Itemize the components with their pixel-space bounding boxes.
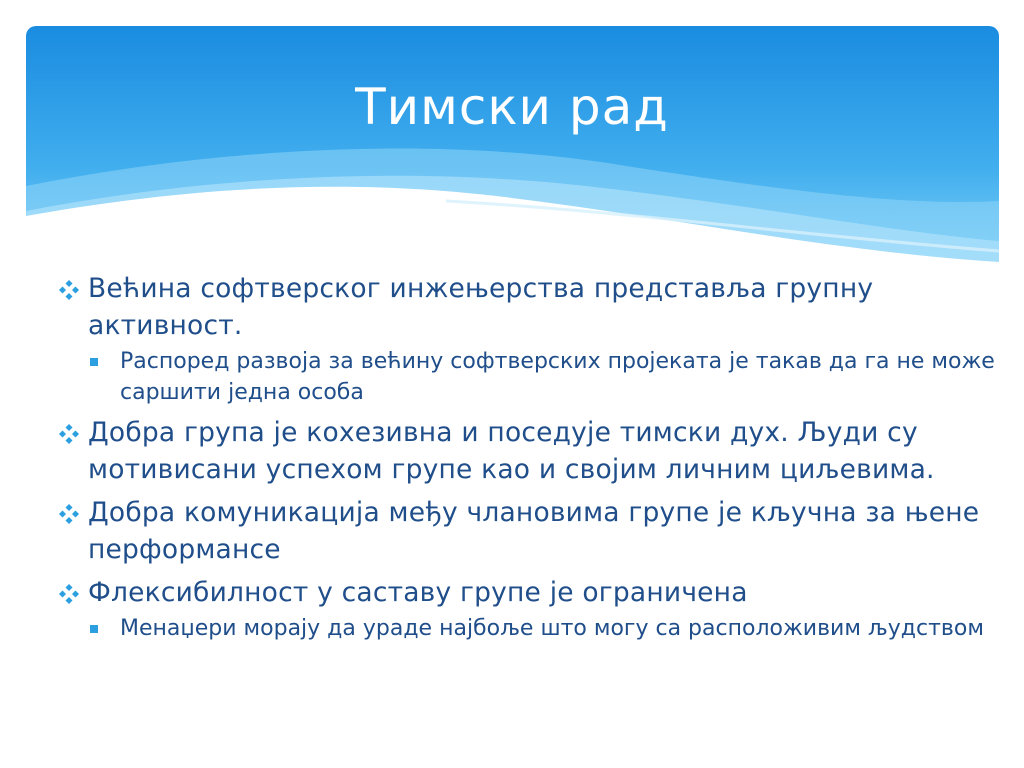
diamond-bullet-icon bbox=[58, 503, 80, 525]
diamond-bullet-icon bbox=[58, 583, 80, 605]
sub-bullet-text: Менаџери морају да ураде најбоље што могу са расположивим људством bbox=[120, 616, 984, 641]
title-banner bbox=[26, 26, 999, 262]
bullet-item bbox=[58, 494, 998, 568]
square-bullet-icon bbox=[90, 625, 98, 633]
diamond-bullet-icon bbox=[58, 279, 80, 301]
sub-bullet-item bbox=[58, 346, 998, 408]
square-bullet-icon bbox=[90, 358, 98, 366]
bullet-text: Добра комуникација међу члановима групе је кључна за њене перформансе bbox=[88, 497, 980, 565]
sub-bullet-text: Распоред развоја за већину софтверских пројеката је такав да га не може саршити једна особа bbox=[120, 349, 995, 405]
bullet-item bbox=[58, 270, 998, 344]
sub-bullet-item bbox=[58, 613, 998, 644]
wave-background bbox=[26, 26, 999, 262]
bullet-text: Већина софтверског инжењерства представља групну активност. bbox=[88, 273, 874, 341]
bullet-text: Флексибилност у саставу групе је ограничена bbox=[88, 577, 748, 608]
bullet-list bbox=[58, 264, 998, 644]
bullet-item bbox=[58, 414, 998, 488]
diamond-bullet-icon bbox=[58, 423, 80, 445]
bullet-text: Добра група је кохезивна и поседује тимски дух. Људи су мотивисани успехом групе као и својим личним циљевима. bbox=[88, 417, 935, 485]
slide-title: Тимски рад bbox=[355, 78, 669, 136]
bullet-item bbox=[58, 574, 998, 611]
